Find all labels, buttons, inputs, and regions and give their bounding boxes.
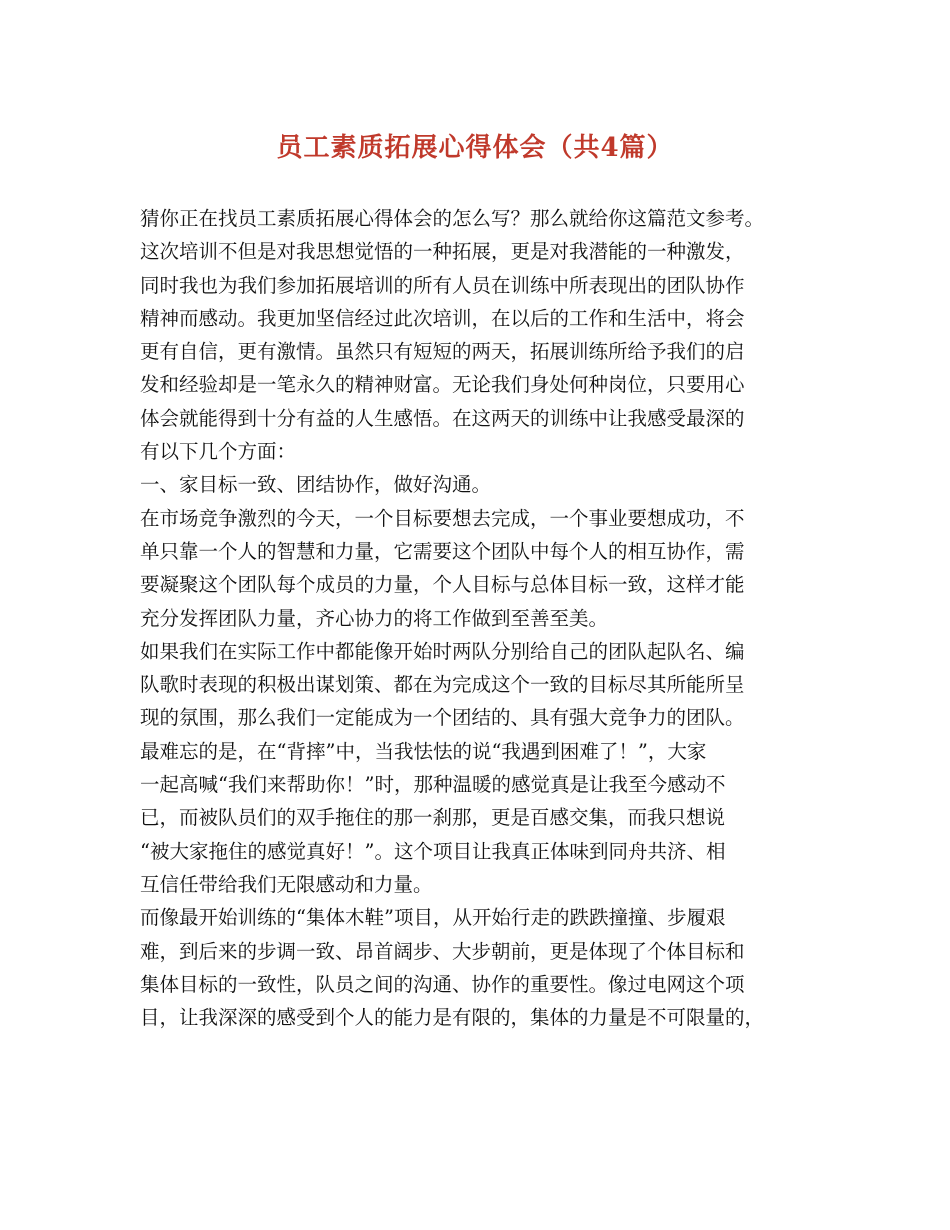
body-line: 最难忘的是，在“背摔”中，当我怯怯的说“我遇到困难了！”，大家: [140, 739, 707, 763]
body-line: 发和经验却是一笔永久的精神财富。无论我们身处何种岗位，只要用心: [140, 373, 745, 397]
body-line: 现的氛围，那么我们一定能成为一个团结的、具有强大竞争力的团队。: [140, 706, 745, 730]
body-line: 已，而被队员们的双手拖住的那一刹那，更是百感交集，而我只想说: [140, 806, 726, 830]
section-heading: 一、家目标一致、团结协作，做好沟通。: [140, 473, 492, 497]
body-line: 一起高喊“我们来帮助你！”时，那种温暖的感觉真是让我至今感动不: [140, 773, 726, 797]
body-line: 精神而感动。我更加坚信经过此次培训，在以后的工作和生活中，将会: [140, 306, 745, 330]
document-title: 员工素质拓展心得体会（共4篇）: [276, 133, 674, 163]
body-line: 这次培训不但是对我思想觉悟的一种拓展，更是对我潜能的一种激发，: [140, 240, 745, 264]
body-line: 充分发挥团队力量，齐心协力的将工作做到至善至美。: [140, 606, 609, 630]
body-line: 单只靠一个人的智慧和力量，它需要这个团队中每个人的相互协作，需: [140, 539, 745, 563]
body-line: 体会就能得到十分有益的人生感悟。在这两天的训练中让我感受最深的: [140, 406, 745, 430]
body-line: 更有自信，更有激情。虽然只有短短的两天，拓展训练所给予我们的启: [140, 340, 745, 364]
body-line: 要凝聚这个团队每个成员的力量，个人目标与总体目标一致，这样才能: [140, 573, 745, 597]
body-line: 猜你正在找员工素质拓展心得体会的怎么写？那么就给你这篇范文参考。: [140, 207, 765, 230]
body-line: 队歌时表现的积极出谋划策、都在为完成这个一致的目标尽其所能所呈: [140, 673, 745, 697]
body-line: 目，让我深深的感受到个人的能力是有限的，集体的力量是不可限量的，: [140, 1006, 765, 1030]
body-line: 同时我也为我们参加拓展培训的所有人员在训练中所表现出的团队协作: [140, 273, 745, 297]
body-line: 在市场竞争激烈的今天，一个目标要想去完成，一个事业要想成功，不: [140, 506, 745, 530]
document-body: [140, 202, 830, 1034]
body-line: 有以下几个方面：: [140, 440, 297, 464]
body-line: 难，到后来的步调一致、昂首阔步、大步朝前，更是体现了个体目标和: [140, 939, 745, 963]
body-line: “被大家拖住的感觉真好！”。这个项目让我真正体味到同舟共济、相: [140, 839, 726, 863]
body-line: 而像最开始训练的“集体木鞋”项目，从开始行走的跌跌撞撞、步履艰: [140, 906, 726, 930]
body-line: 如果我们在实际工作中都能像开始时两队分别给自己的团队起队名、编: [140, 639, 745, 663]
body-line: 集体目标的一致性，队员之间的沟通、协作的重要性。像过电网这个项: [140, 972, 745, 996]
body-line: 互信任带给我们无限感动和力量。: [140, 872, 433, 896]
